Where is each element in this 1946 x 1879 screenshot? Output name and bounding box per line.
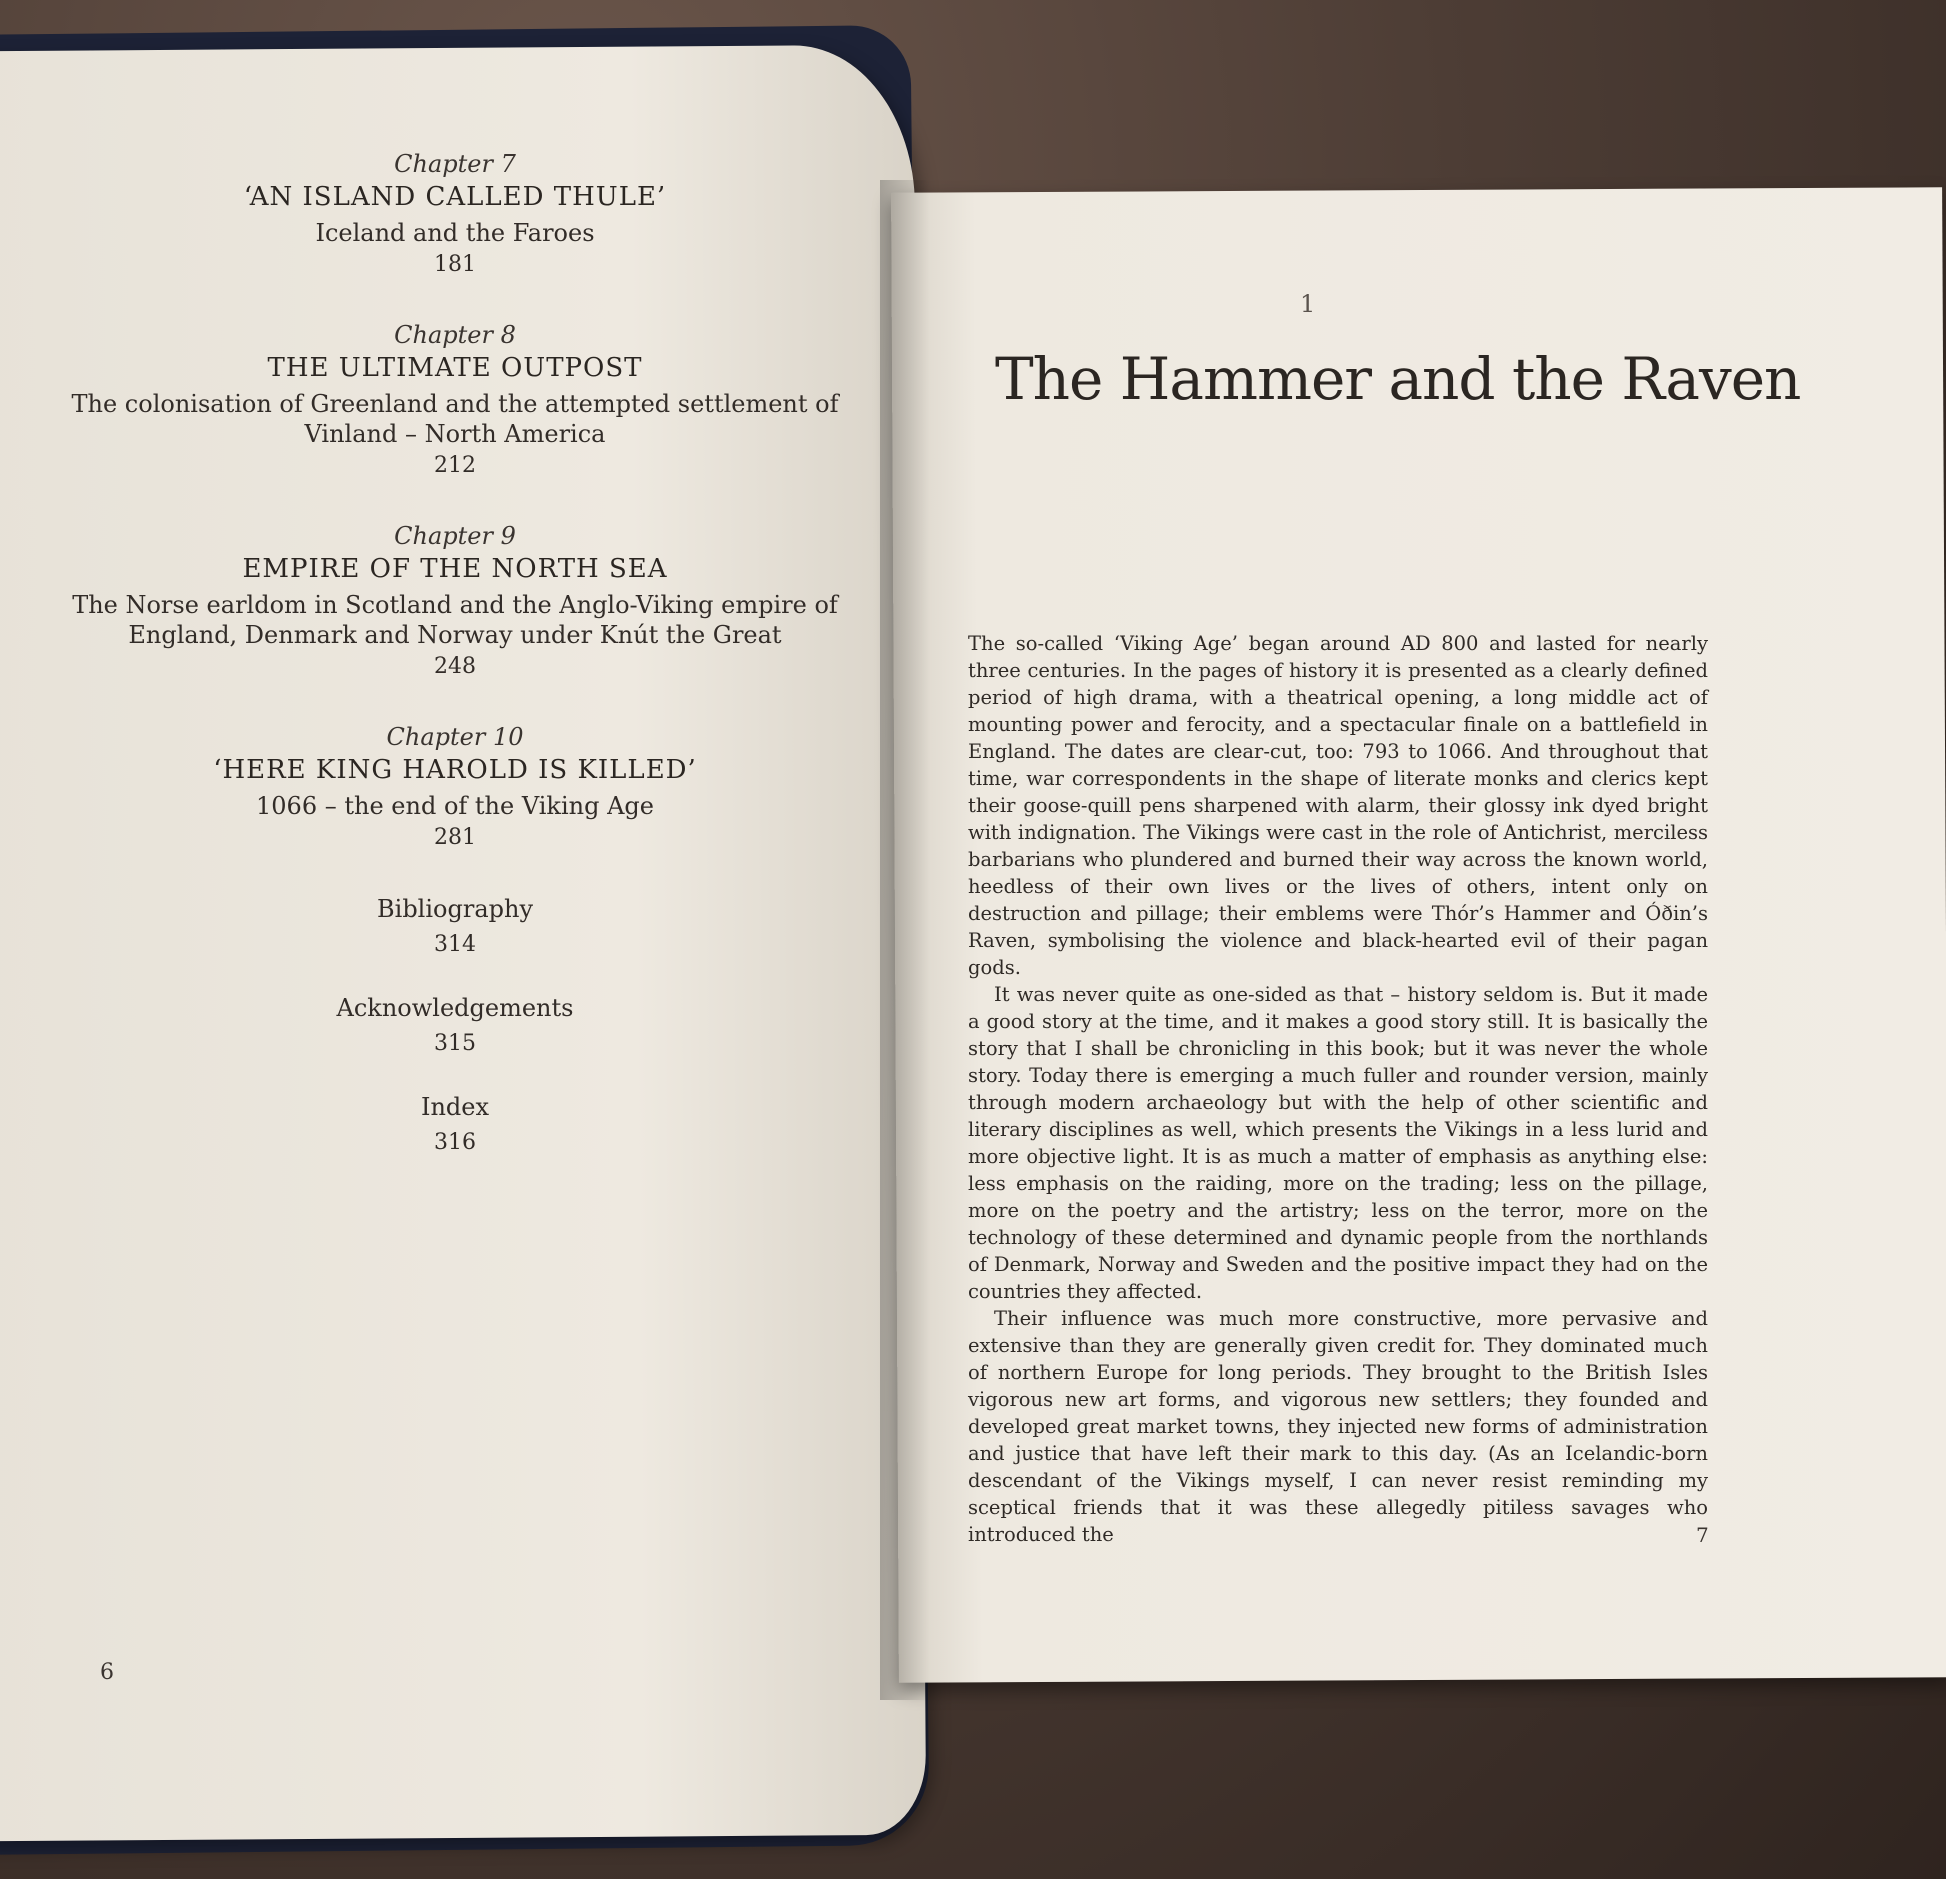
paragraph: It was never quite as one-sided as that – history seldom is. But it made a good story at the time, and it makes a good story still. It is basically the story that I shall be chronicling in this book; but it was never the whole story. Today there is emerging a much fuller and rounder version, mainly through modern archaeology but with the help of other scientific and literary disciplines as well, which presents the Vikings in a less lurid and more objective light. It is as much a matter of emphasis as anything else: less emphasis on the raiding, more on the trading; less on the pillage, more on the poetry and the artistry; less on the terror, more on the technology of these determined and dynamic people from the northlands of Denmark, Norway and Sweden and the positive impact they had on the countries they affected. — [968, 983, 1708, 1303]
right-page-number: 7 — [1696, 1523, 1709, 1547]
toc-chapter-label: Chapter 7 — [394, 150, 516, 178]
toc-page-number: 281 — [434, 825, 476, 850]
toc-page-number: 316 — [434, 1130, 476, 1155]
toc-entry-chapter-10 — [60, 723, 850, 850]
body-text — [968, 630, 1708, 1548]
table-of-contents — [60, 150, 850, 1191]
toc-back-matter-label: Index — [420, 1093, 490, 1121]
toc-chapter-subtitle: The colonisation of Greenland and the attempted settlement of Vinland – North America — [71, 390, 839, 448]
toc-chapter-title: EMPIRE OF THE NORTH SEA — [242, 554, 668, 584]
toc-entry-index — [60, 1092, 850, 1155]
toc-chapter-title: ‘HERE KING HAROLD IS KILLED’ — [213, 755, 697, 785]
toc-page-number: 314 — [434, 932, 476, 957]
toc-chapter-label: Chapter 9 — [394, 522, 516, 550]
paragraph: The so-called ‘Viking Age’ began around AD 800 and lasted for nearly three centuries. In the pages of history it is presented as a clearly defined period of high drama, with a theatrical opening, a long middle act of mounting power and ferocity, and a spectacular finale on a battlefield in England. The dates are clear-cut, too: 793 to 1066. And throughout that time, war correspondents in the shape of literate monks and clerics kept their goose-quill pens sharpened with alarm, their glossy ink dyed bright with indignation. The Vikings were cast in the role of Antichrist, merciless barbarians who plundered and burned their way across the known world, heedless of their own lives or the lives of others, intent only on destruction and pillage; their emblems were Thór’s Hammer and Óðin’s Raven, symbolising the violence and black-hearted evil of their pagan gods. — [968, 632, 1708, 979]
toc-entry-chapter-8 — [60, 321, 850, 478]
toc-page-number: 181 — [434, 252, 476, 277]
book-gutter — [880, 180, 930, 1700]
toc-page-number: 248 — [434, 654, 476, 679]
toc-entry-chapter-7 — [60, 150, 850, 277]
toc-chapter-title: ‘AN ISLAND CALLED THULE’ — [243, 182, 667, 212]
toc-chapter-title: THE ULTIMATE OUTPOST — [267, 353, 643, 383]
chapter-number: 1 — [1300, 290, 1316, 318]
toc-entry-bibliography — [60, 894, 850, 957]
paragraph: Their influence was much more constructive, more pervasive and extensive than they are generally given credit for. They dominated much of northern Europe for long periods. They brought to the British Isles vigorous new art forms, and vigorous new settlers; they founded and developed great market towns, they injected new forms of administration and justice that have left their mark to this day. (As an Icelandic-born descendant of the Vikings myself, I can never resist reminding my sceptical friends that it was these allegedly pitiless savages who introduced the — [968, 1307, 1708, 1546]
toc-chapter-subtitle: The Norse earldom in Scotland and the Anglo-Viking empire of England, Denmark and Norway under Knút the Great — [72, 591, 838, 649]
toc-page-number: 212 — [434, 453, 476, 478]
toc-chapter-subtitle: Iceland and the Faroes — [315, 219, 595, 247]
toc-entry-chapter-9 — [60, 522, 850, 679]
toc-entry-acknowledgements — [60, 993, 850, 1056]
chapter-title: The Hammer and the Raven — [995, 345, 1801, 413]
toc-chapter-label: Chapter 10 — [386, 723, 524, 751]
toc-back-matter-label: Bibliography — [377, 895, 533, 923]
toc-chapter-subtitle: 1066 – the end of the Viking Age — [256, 792, 654, 820]
toc-chapter-label: Chapter 8 — [394, 321, 516, 349]
toc-page-number: 315 — [434, 1031, 476, 1056]
toc-back-matter-label: Acknowledgements — [336, 994, 574, 1022]
left-page-number: 6 — [100, 1660, 114, 1685]
